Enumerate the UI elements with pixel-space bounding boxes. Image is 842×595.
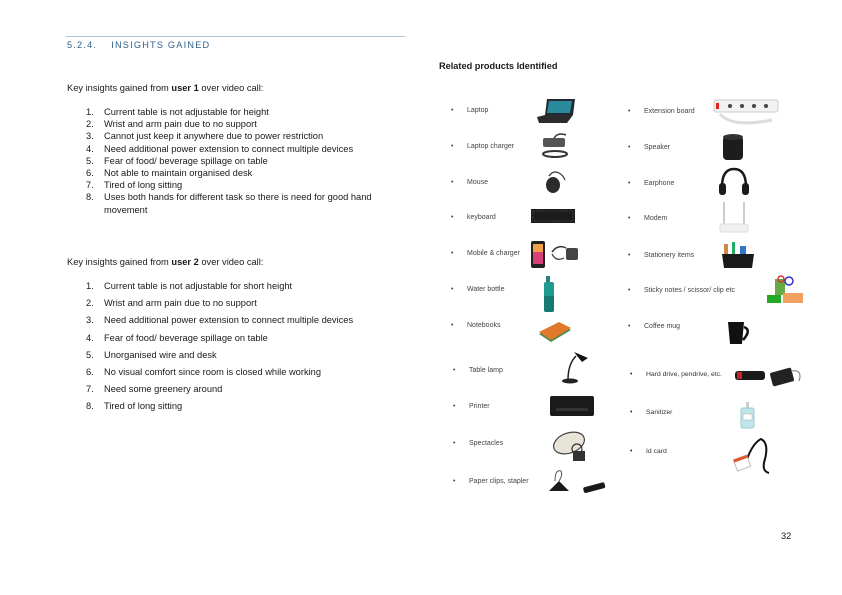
product-label: Mouse (467, 179, 489, 186)
water-bottle-icon (541, 274, 557, 314)
bullet: • (628, 180, 631, 187)
user1-intro (67, 83, 263, 93)
list-item (86, 330, 406, 347)
product-item (630, 448, 667, 455)
laptop-charger-icon (540, 132, 570, 160)
sanitizer-icon (738, 400, 758, 430)
product-label: Spectacles (469, 440, 504, 447)
stationery-organizer-icon (720, 240, 756, 270)
user1-insights-list (86, 106, 386, 216)
list-item (86, 398, 406, 415)
item-number: 8. (86, 192, 94, 203)
item-text: Current table is not adjustable for short height (104, 281, 293, 291)
product-label: Table lamp (469, 367, 503, 374)
page-number: 32 (781, 531, 792, 541)
product-item (628, 323, 681, 330)
intro-user: user 2 (171, 257, 199, 267)
bullet: • (453, 367, 456, 374)
product-label: Sticky notes / scissor/ clip etc (644, 287, 736, 294)
product-label: Laptop (467, 107, 489, 114)
list-item (86, 155, 386, 167)
product-label: keyboard (467, 214, 496, 221)
user2-intro (67, 257, 263, 267)
product-item (628, 180, 675, 187)
list-item (86, 191, 386, 215)
list-item (86, 167, 386, 179)
item-text: Tired of long sitting (104, 180, 183, 191)
bullet: • (628, 144, 631, 151)
item-number: 1. (86, 281, 94, 291)
intro-suffix: over video call: (198, 257, 264, 267)
product-label: Laptop charger (467, 143, 515, 150)
item-text: Unorganised wire and desk (104, 349, 217, 360)
item-text: Not able to maintain organised desk (104, 168, 253, 179)
bullet: • (628, 287, 631, 294)
bullet: • (628, 108, 631, 115)
bullet: • (451, 322, 454, 329)
product-item (451, 322, 501, 329)
product-item (630, 371, 722, 378)
item-number: 6. (86, 168, 94, 179)
bullet: • (630, 371, 633, 378)
product-item (628, 215, 668, 222)
item-text: No visual comfort since room is closed while working (104, 367, 322, 378)
bullet: • (453, 478, 456, 485)
list-item (86, 106, 386, 118)
list-item (86, 118, 386, 130)
item-number: 2. (86, 119, 94, 130)
intro-prefix: Key insights gained from (67, 257, 172, 267)
laptop-icon (535, 97, 577, 125)
bullet: • (451, 214, 454, 221)
bullet: • (451, 250, 454, 257)
product-item (628, 108, 695, 115)
item-text: Wrist and arm pain due to no support (104, 119, 257, 130)
product-label: Hard drive, pendrive, etc. (646, 371, 722, 378)
product-label: Stationery items (644, 252, 695, 259)
product-item (628, 144, 671, 151)
heading-rule (66, 36, 405, 37)
product-item (630, 409, 673, 416)
item-number: 7. (86, 384, 94, 395)
bullet: • (628, 252, 631, 259)
headphone-icon (716, 165, 752, 199)
product-label: Modem (644, 215, 668, 222)
item-number: 7. (86, 180, 94, 191)
product-label: Notebooks (467, 322, 501, 329)
item-text: Fear of food/ beverage spillage on table (104, 155, 268, 166)
item-text: Current table is not adjustable for height (104, 107, 269, 117)
item-text: Fear of food/ beverage spillage on table (104, 332, 268, 343)
bullet: • (451, 107, 454, 114)
item-text: Need some greenery around (104, 384, 223, 395)
coffee-mug-icon (725, 318, 753, 348)
list-item (86, 364, 406, 381)
product-item (453, 403, 490, 410)
product-item (453, 478, 529, 485)
item-number: 4. (86, 332, 94, 343)
product-label: Speaker (644, 144, 671, 151)
product-item (453, 367, 503, 374)
list-item (86, 278, 406, 295)
bullet: • (628, 215, 631, 222)
section-heading (67, 40, 210, 50)
product-item (451, 143, 515, 150)
notebooks-icon (537, 320, 573, 344)
section-number: 5.2.4. (67, 40, 98, 50)
list-item (86, 347, 406, 364)
product-item (453, 440, 504, 447)
product-item (451, 286, 505, 293)
product-label: Sanitizer (646, 409, 673, 416)
product-item (451, 107, 489, 114)
product-item (451, 179, 489, 186)
bullet: • (628, 323, 631, 330)
item-text: Need additional power extension to connect multiple devices (104, 315, 354, 326)
related-products-title: Related products Identified (439, 61, 558, 71)
paper-clips-stapler-icon (545, 467, 607, 497)
item-text: Wrist and arm pain due to no support (104, 298, 257, 309)
product-item (451, 214, 496, 221)
product-item (628, 287, 736, 294)
speaker-icon (720, 132, 746, 162)
bullet: • (453, 403, 456, 410)
product-label: Mobile & charger (467, 250, 520, 257)
extension-board-icon (712, 98, 782, 132)
bullet: • (451, 179, 454, 186)
list-item (86, 130, 386, 142)
mobile-charger-icon (530, 240, 580, 270)
spectacles-icon (551, 427, 591, 463)
product-label: Coffee mug (644, 323, 681, 330)
list-item (86, 381, 406, 398)
bullet: • (451, 143, 454, 150)
list-item (86, 295, 406, 312)
product-label: Id card (646, 448, 667, 455)
intro-suffix: over video call: (198, 83, 264, 93)
keyboard-icon (530, 207, 576, 225)
bullet: • (451, 286, 454, 293)
item-number: 5. (86, 349, 94, 360)
bullet: • (453, 440, 456, 447)
id-card-icon (733, 437, 773, 475)
hard-drive-pendrive-icon (733, 365, 805, 389)
item-number: 1. (86, 107, 94, 117)
item-number: 6. (86, 367, 94, 378)
item-number: 5. (86, 155, 94, 166)
mouse-icon (541, 170, 567, 194)
product-label: Extension board (644, 108, 695, 115)
modem-icon (718, 200, 750, 234)
bullet: • (630, 448, 633, 455)
product-item (451, 250, 520, 257)
product-label: Printer (469, 403, 490, 410)
item-text: Need additional power extension to connect multiple devices (104, 143, 354, 154)
intro-prefix: Key insights gained from (67, 83, 172, 93)
bullet: • (630, 409, 633, 416)
sticky-notes-scissor-icon (765, 275, 805, 307)
product-item (628, 252, 695, 259)
list-item (86, 179, 386, 191)
item-number: 3. (86, 131, 94, 142)
item-number: 3. (86, 315, 94, 326)
printer-icon (548, 394, 596, 418)
item-text: Tired of long sitting (104, 401, 183, 412)
list-item (86, 143, 386, 155)
item-number: 8. (86, 401, 94, 412)
product-label: Paper clips, stapler (469, 478, 529, 485)
item-number: 4. (86, 143, 94, 154)
item-text: Cannot just keep it anywhere due to power restriction (104, 131, 324, 142)
intro-user: user 1 (171, 83, 199, 93)
table-lamp-icon (560, 350, 590, 386)
product-label: Earphone (644, 180, 675, 187)
section-title: INSIGHTS GAINED (111, 40, 211, 50)
list-item (86, 312, 406, 329)
item-number: 2. (86, 298, 94, 309)
item-text: Uses both hands for different task so there is need for good hand movement (104, 192, 372, 215)
product-label: Water bottle (467, 286, 505, 293)
user2-insights-list (86, 278, 406, 416)
